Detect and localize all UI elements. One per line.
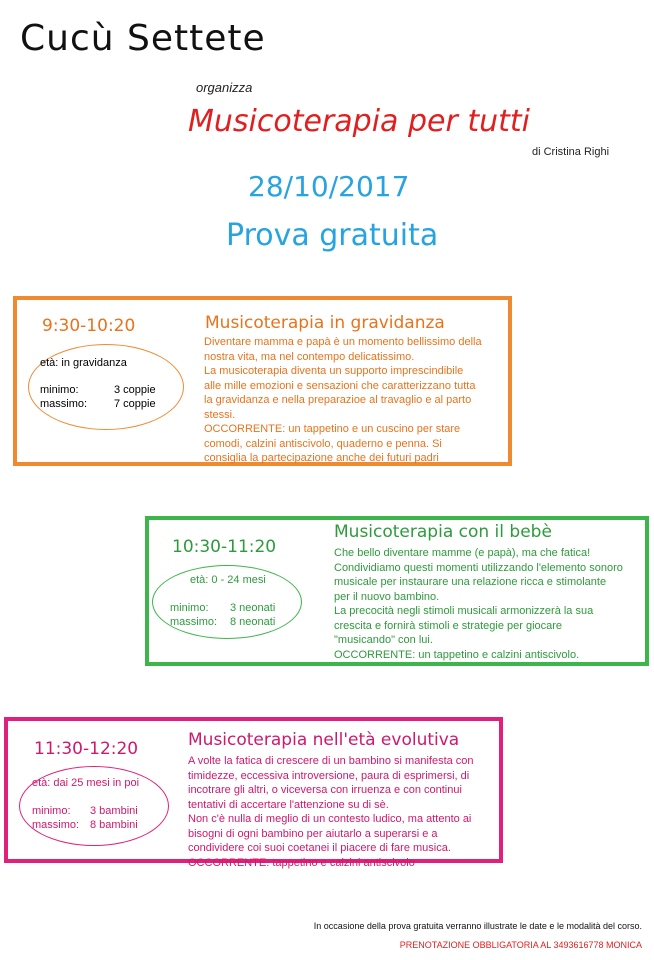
max-value: 8 bambini	[90, 819, 138, 831]
booking-notice: PRENOTAZIONE OBBLIGATORIA AL 3493616778 MONICA	[399, 940, 642, 950]
session-title: Musicoterapia nell'età evolutiva	[188, 730, 460, 750]
min-label: minimo:	[32, 805, 71, 817]
session-title: Musicoterapia con il bebè	[334, 522, 552, 542]
session-time: 9:30-10:20	[42, 316, 136, 336]
min-label: minimo:	[40, 384, 79, 396]
footer-note: In occasione della prova gratuita verranno illustrate le date e le modalità del corso.	[313, 921, 642, 931]
max-value: 7 coppie	[114, 398, 156, 410]
session-time: 10:30-11:20	[172, 537, 277, 557]
min-value: 3 bambini	[90, 805, 138, 817]
max-label: massimo:	[170, 616, 218, 628]
session-description: A volte la fatica di crescere di un bambino si manifesta con timidezze, eccessiva introversione, paura di esprimersi, di incotrare gli altri, o viceversa con irruenza e con continui tentativi di accertare l'attenzione su di sè. Non c'è nulla di meglio di un contesto ludico, ma attento ai bisogni di ogni bambino per aiutarlo a superarsi e a condividere coi suoi coetanei il piacere di fare musica. OCCORRENTE: tappetino e calzini antiscivolo	[188, 755, 474, 869]
min-value: 3 coppie	[114, 384, 156, 396]
session-description: Diventare mamma e papà è un momento bellissimo della nostra vita, ma nel contempo delicatissimo. La musicoterapia diventa un supporto imprescindibile alle mille emozioni e sensazioni che caratterizzano tutta la gravidanza e nella preparazioe al travaglio e al parto stessi. OCCORRENTE: un tappetino e un cuscino per stare comodi, calzini antiscivolo, quaderno e penna. Si consiglia la partecipazione anche dei futuri padri	[204, 336, 482, 464]
free-trial-heading: Prova gratuita	[226, 218, 439, 253]
session-description: Che bello diventare mamme (e papà), ma che fatica! Condividiamo questi momenti utilizzando l'elemento sonoro musicale per instaurare una relazione ricca e stimolante per il nuovo bambino. La precocità negli stimoli musicali armonizzerà la sua crescita e fornirà stimoli e strategie per giocare "musicando" con lui. OCCORRENTE: un tappetino e calzini antiscivolo.	[334, 547, 623, 661]
session-title: Musicoterapia in gravidanza	[205, 313, 445, 333]
max-label: massimo:	[32, 819, 80, 831]
age-label: età: dai 25 mesi in poi	[32, 777, 140, 789]
max-label: massimo:	[40, 398, 88, 410]
session-time: 11:30-12:20	[34, 739, 139, 759]
organizes-label: organizza	[196, 80, 253, 95]
min-value: 3 neonati	[230, 602, 276, 614]
organization-name: Cucù Settete	[20, 18, 266, 59]
max-value: 8 neonati	[230, 616, 276, 628]
event-date: 28/10/2017	[248, 170, 410, 203]
author-credit: di Cristina Righi	[532, 146, 610, 158]
age-label: età: in gravidanza	[40, 357, 127, 369]
event-title: Musicoterapia per tutti	[188, 104, 530, 139]
age-label: età: 0 - 24 mesi	[190, 574, 266, 586]
min-label: minimo:	[170, 602, 209, 614]
